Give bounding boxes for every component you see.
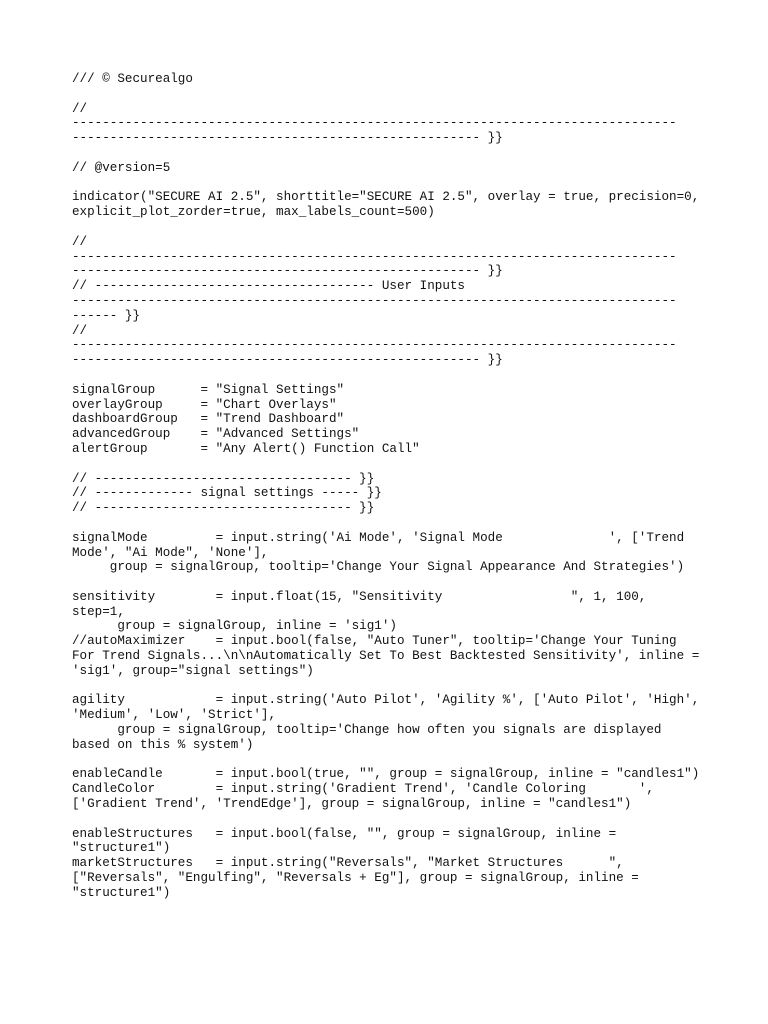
code-line: enableCandle = input.bool(true, "", group = signalGroup, inline = "candles1") [72, 767, 700, 782]
code-line: -------------------------------------------------------------------------------- [72, 116, 677, 131]
code-line: // ------------- signal settings ----- }} [72, 486, 382, 501]
code-line: group = signalGroup, tooltip='Change Your Signal Appearance And Strategies') [72, 560, 685, 575]
blank-line [72, 176, 712, 191]
code-line: explicit_plot_zorder=true, max_labels_count=500) [72, 205, 435, 220]
code-line: ------------------------------------------------------ }} [72, 353, 503, 368]
blank-line [72, 457, 712, 472]
code-line: sensitivity = input.float(15, "Sensitivity ", 1, 100, [72, 589, 647, 604]
code-line: based on this % system') [72, 737, 254, 752]
code-line: // ---------------------------------- }} [72, 501, 375, 516]
code-document [72, 72, 712, 901]
code-line: signalGroup = "Signal Settings" [72, 382, 345, 397]
code-line: // [72, 234, 88, 249]
blank-line [72, 146, 712, 161]
code-line: // @version=5 [72, 160, 171, 175]
blank-line [72, 575, 712, 590]
code-line: ------------------------------------------------------ }} [72, 264, 503, 279]
code-line: -------------------------------------------------------------------------------- [72, 249, 677, 264]
blank-line [72, 368, 712, 383]
code-line: alertGroup = "Any Alert() Function Call" [72, 441, 420, 456]
code-line: ['Gradient Trend', 'TrendEdge'], group = signalGroup, inline = "candles1") [72, 797, 632, 812]
code-line: 'sig1', group="signal settings") [72, 663, 314, 678]
code-line: signalMode = input.string('Ai Mode', 'Signal Mode ', ['Trend [72, 530, 685, 545]
code-line: group = signalGroup, inline = 'sig1') [72, 619, 397, 634]
code-line: step=1, [72, 604, 125, 619]
code-line: // [72, 323, 88, 338]
code-line: // ------------------------------------- User Inputs [72, 279, 465, 294]
blank-line [72, 516, 712, 531]
code-line: //autoMaximizer = input.bool(false, "Auto Tuner", tooltip='Change Your Tuning [72, 634, 677, 649]
code-line: "structure1") [72, 841, 171, 856]
code-line: enableStructures = input.bool(false, "", group = signalGroup, inline = [72, 826, 617, 841]
code-line: agility = input.string('Auto Pilot', 'Agility %', ['Auto Pilot', 'High', [72, 693, 700, 708]
code-line: // ---------------------------------- }} [72, 471, 375, 486]
code-line: "structure1") [72, 885, 171, 900]
code-line: group = signalGroup, tooltip='Change how often you signals are displayed [72, 723, 662, 738]
blank-line [72, 87, 712, 102]
code-line: /// © Securealgo [72, 72, 193, 86]
code-line: marketStructures = input.string("Reversals", "Market Structures ", [72, 856, 624, 871]
code-line: // [72, 101, 88, 116]
blank-line [72, 220, 712, 235]
code-line: overlayGroup = "Chart Overlays" [72, 397, 337, 412]
code-line: advancedGroup = "Advanced Settings" [72, 427, 360, 442]
code-line: 'Medium', 'Low', 'Strict'], [72, 708, 277, 723]
code-line: For Trend Signals...\n\nAutomatically Set To Best Backtested Sensitivity', inline = [72, 649, 700, 664]
code-line: -------------------------------------------------------------------------------- [72, 338, 677, 353]
code-line: -------------------------------------------------------------------------------- [72, 293, 677, 308]
code-line: dashboardGroup = "Trend Dashboard" [72, 412, 345, 427]
blank-line [72, 753, 712, 768]
code-line: indicator("SECURE AI 2.5", shorttitle="SECURE AI 2.5", overlay = true, precision=0, [72, 190, 700, 205]
code-line: Mode', "Ai Mode", 'None'], [72, 545, 269, 560]
code-line: ["Reversals", "Engulfing", "Reversals + Eg"], group = signalGroup, inline = [72, 871, 639, 886]
code-line: ------------------------------------------------------ }} [72, 131, 503, 146]
code-line: CandleColor = input.string('Gradient Trend', 'Candle Coloring ', [72, 782, 654, 797]
blank-line [72, 812, 712, 827]
code-line: ------ }} [72, 308, 141, 323]
blank-line [72, 679, 712, 694]
